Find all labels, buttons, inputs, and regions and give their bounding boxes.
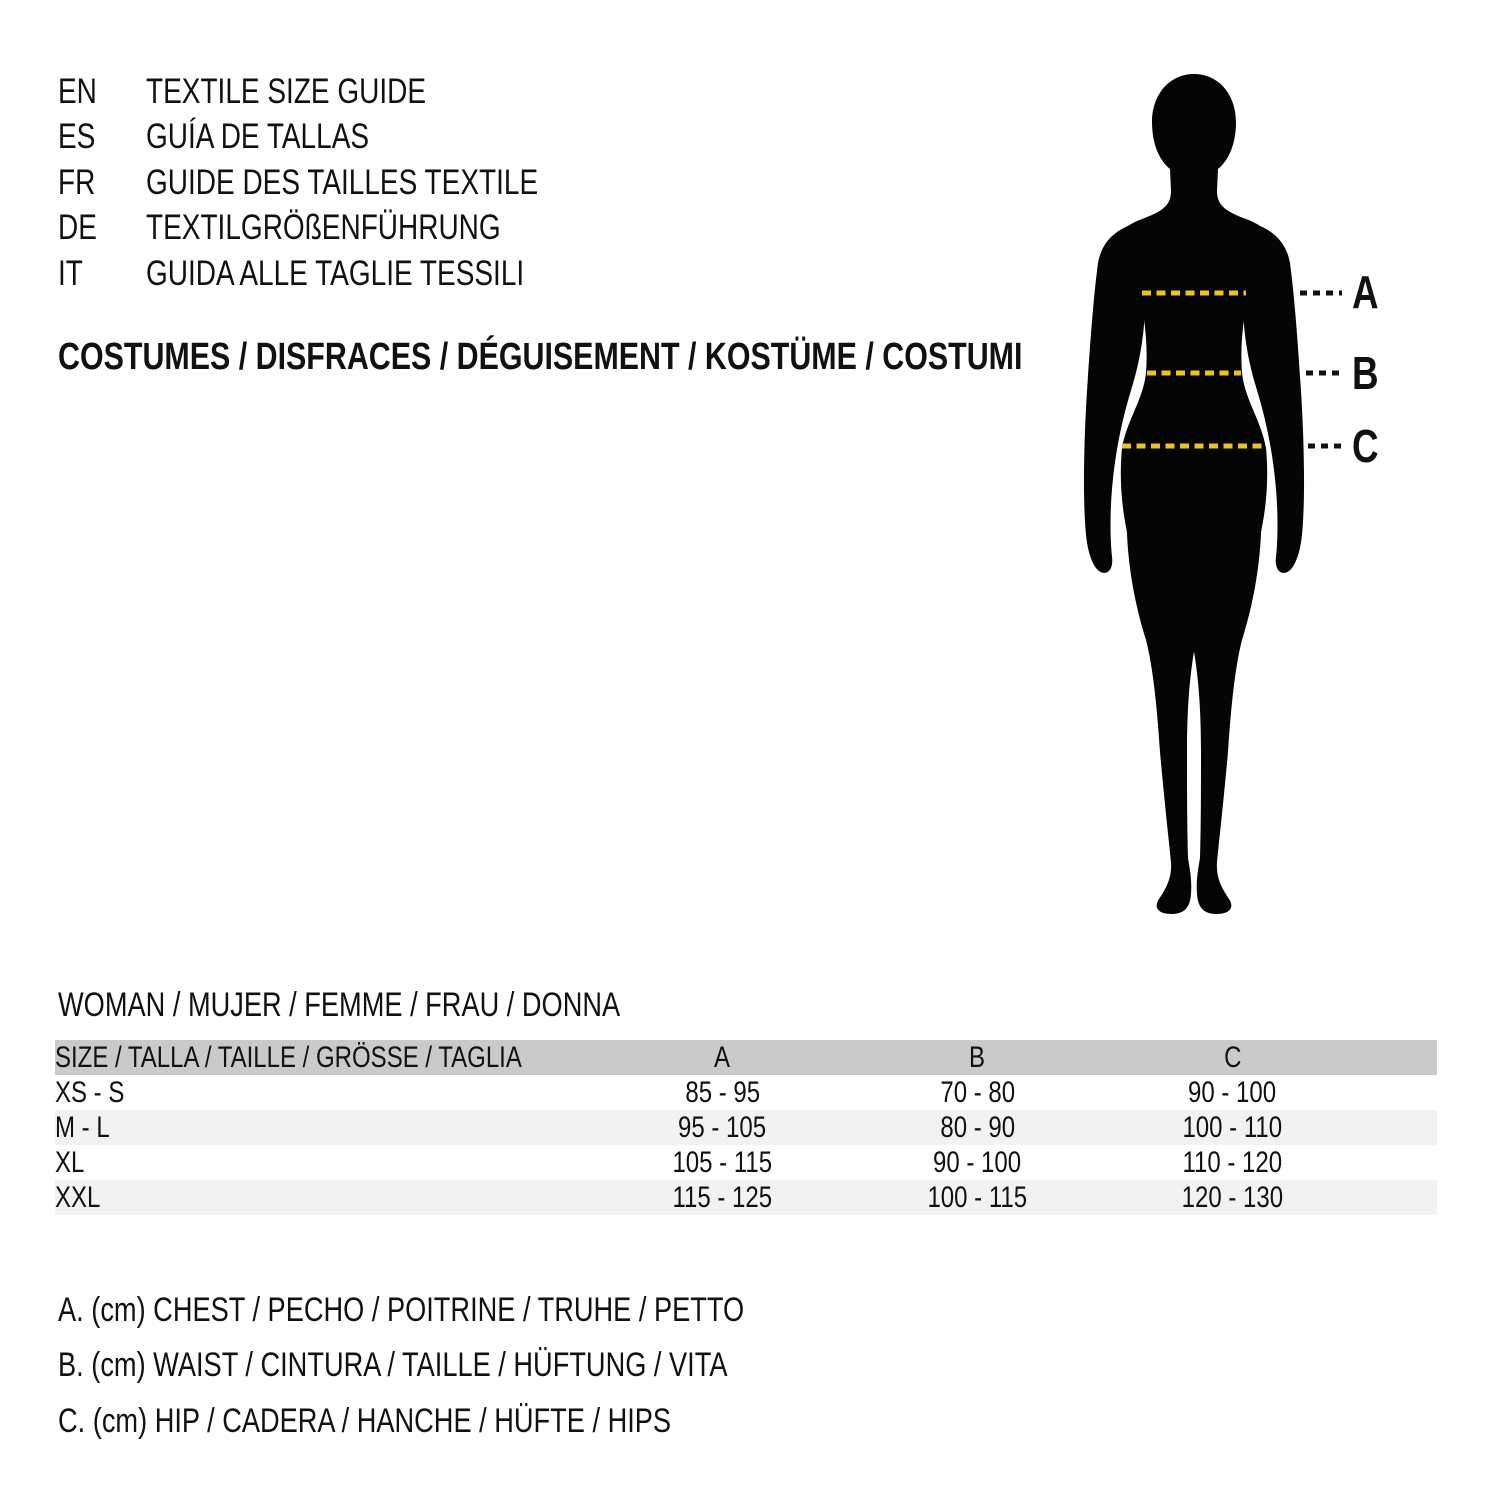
section-title bbox=[58, 988, 761, 1023]
header-col-c: C bbox=[1105, 1040, 1360, 1075]
table-row-xs-s bbox=[55, 1075, 1437, 1110]
hip-value: 110 - 120 bbox=[1182, 1145, 1283, 1179]
language-title: TEXTILGRÖßENFÜHRUNG bbox=[146, 208, 501, 248]
legend-waist: B. (cm) WAIST / CINTURA / TAILLE / HÜFTUNG / VITA bbox=[58, 1346, 728, 1385]
language-title: GUIDE DES TAILLES TEXTILE bbox=[146, 162, 539, 202]
hip-value: 90 - 100 bbox=[1188, 1075, 1277, 1109]
size-table bbox=[55, 1040, 1437, 1215]
language-code: DE bbox=[58, 208, 97, 248]
language-title-list bbox=[58, 69, 636, 297]
language-row-fr bbox=[58, 160, 636, 206]
measurement-legend bbox=[58, 1283, 916, 1449]
size-cell: XXL bbox=[55, 1180, 595, 1215]
language-row-es bbox=[58, 115, 636, 161]
language-row-de bbox=[58, 206, 636, 252]
waist-value: 100 - 115 bbox=[850, 1180, 1105, 1215]
table-row-xxl bbox=[55, 1180, 1437, 1215]
language-code: ES bbox=[58, 117, 96, 157]
legend-chest: A. (cm) CHEST / PECHO / POITRINE / TRUHE / PETTO bbox=[58, 1291, 745, 1330]
table-header-row bbox=[55, 1040, 1437, 1075]
language-code: IT bbox=[58, 253, 83, 293]
language-code: FR bbox=[58, 162, 96, 202]
marker-label-c: C bbox=[1352, 420, 1379, 472]
waist-value: 90 - 100 bbox=[933, 1145, 1022, 1179]
chest-value: 115 - 125 bbox=[595, 1180, 850, 1215]
size-cell: XL bbox=[55, 1145, 85, 1179]
size-cell: XS - S bbox=[55, 1075, 125, 1109]
language-title: TEXTILE SIZE GUIDE bbox=[146, 71, 427, 111]
language-title: GUIDA ALLE TAGLIE TESSILI bbox=[146, 253, 525, 293]
chest-value: 105 - 115 bbox=[672, 1145, 773, 1179]
chest-value: 85 - 95 bbox=[685, 1075, 760, 1109]
category-title-text: COSTUMES / DISFRACES / DÉGUISEMENT / KOSTÜME / COSTUMI bbox=[58, 336, 1023, 378]
legend-hip: C. (cm) HIP / CADERA / HANCHE / HÜFTE / HIPS bbox=[58, 1401, 672, 1440]
table-row-xl bbox=[55, 1145, 1437, 1180]
language-row-it bbox=[58, 251, 636, 297]
header-col-a: A bbox=[595, 1040, 850, 1075]
language-row-en bbox=[58, 69, 636, 115]
marker-label-b: B bbox=[1352, 347, 1379, 399]
measurement-figure bbox=[1050, 60, 1501, 940]
waist-value: 80 - 90 bbox=[850, 1110, 1105, 1145]
marker-label-a: A bbox=[1352, 266, 1379, 318]
hip-value: 100 - 110 bbox=[1105, 1110, 1360, 1145]
language-code: EN bbox=[58, 71, 97, 111]
header-col-b: B bbox=[850, 1040, 1105, 1075]
waist-value: 70 - 80 bbox=[940, 1075, 1015, 1109]
size-cell: M - L bbox=[55, 1110, 595, 1145]
table-row-m-l bbox=[55, 1110, 1437, 1145]
header-size-cell: SIZE / TALLA / TAILLE / GRÖSSE / TAGLIA bbox=[55, 1040, 595, 1075]
hip-value: 120 - 130 bbox=[1105, 1180, 1360, 1215]
section-title-text: WOMAN / MUJER / FEMME / FRAU / DONNA bbox=[58, 986, 621, 1024]
woman-silhouette-svg bbox=[1050, 60, 1390, 940]
language-title: GUÍA DE TALLAS bbox=[146, 117, 370, 157]
chest-value: 95 - 105 bbox=[595, 1110, 850, 1145]
woman-body-shape bbox=[1084, 74, 1304, 914]
